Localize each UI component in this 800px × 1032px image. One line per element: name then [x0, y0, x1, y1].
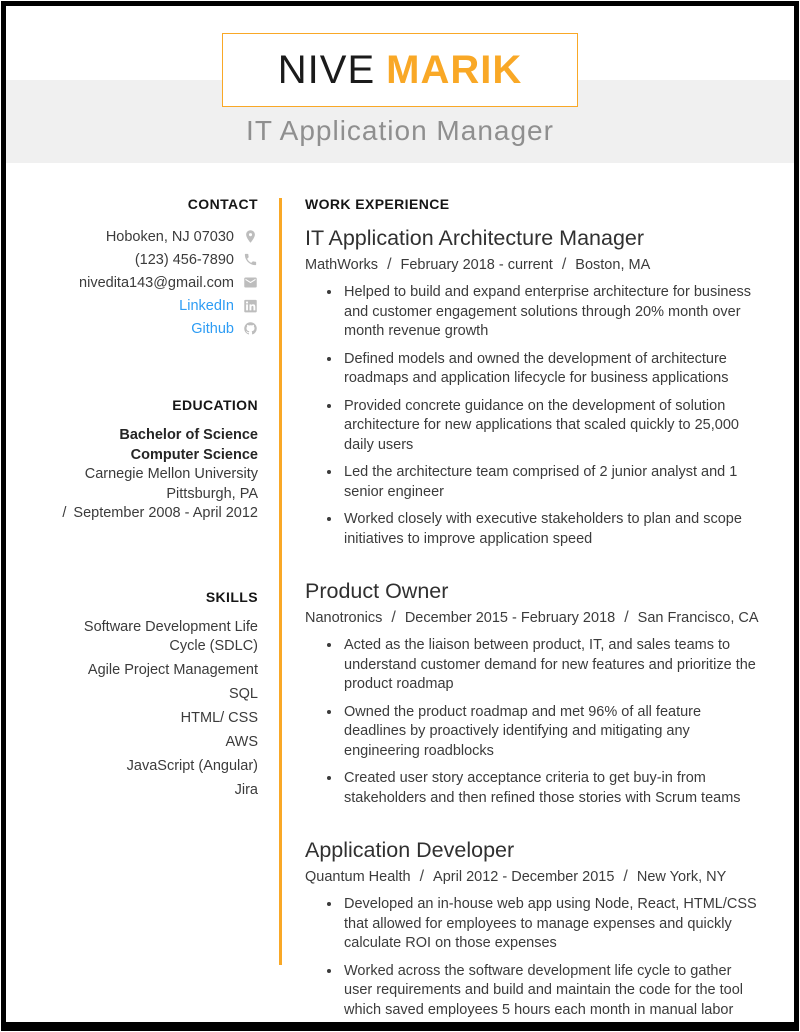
job-title: IT Application Architecture Manager: [305, 226, 645, 250]
education-dates-row: [56, 504, 258, 524]
education-block: [56, 426, 258, 524]
linkedin-icon: [242, 298, 258, 314]
meta-slash: /: [623, 868, 628, 885]
meta-slash: /: [387, 256, 392, 273]
skill-item: JavaScript (Angular): [126, 758, 258, 774]
meta-slash: /: [419, 868, 425, 885]
bullet-item: • Led the architecture team comprised of 2 junior analyst and 1 senior engineer: [342, 463, 761, 502]
job-location: Boston, MA: [575, 257, 651, 273]
job-title: Application Developer: [305, 838, 515, 862]
job-meta: [305, 256, 761, 274]
bullet-item: • Defined models and owned the development of architecture roadmaps and application lifecycle for business applications: [342, 350, 761, 389]
job-dates: February 2018 - current: [400, 257, 553, 273]
skill-item: Agile Project Management: [87, 662, 258, 678]
contact-row-location: [56, 225, 258, 248]
envelope-icon: [242, 275, 258, 291]
job-entry: [305, 578, 761, 808]
sidebar: [56, 196, 258, 805]
job-company: Quantum Health: [305, 869, 411, 885]
contact-email: nivedita143@gmail.com: [79, 274, 234, 291]
education-dates: September 2008 - April 2012: [73, 505, 258, 521]
work-experience-section: [305, 196, 761, 1032]
name-box: [222, 33, 578, 107]
education-school: Carnegie Mellon University: [84, 466, 258, 482]
skills-list: [56, 618, 258, 801]
github-link[interactable]: Github: [191, 320, 234, 337]
bullet-item: • Created user story acceptance criteria to get buy-in from stakeholders and then refined those stories with Scrum teams: [342, 769, 761, 808]
job-bullets: [305, 283, 761, 549]
contact-heading: CONTACT: [187, 196, 258, 212]
bullet-item: • Owned the product roadmap and met 96% of all feature deadlines by proactively identifying and mitigating any engineering roadblocks: [342, 703, 761, 762]
bullet-item: • Helped to build and expand enterprise architecture for business and customer engagement solutions through 20% month over month revenue growth: [342, 283, 761, 342]
contact-phone: (123) 456-7890: [134, 251, 234, 268]
github-icon: [242, 321, 258, 337]
date-slash: /: [62, 505, 67, 521]
contact-row-email: [56, 271, 258, 294]
job-entry: [305, 225, 761, 549]
job-dates: April 2012 - December 2015: [433, 869, 615, 885]
skill-item: AWS: [225, 734, 258, 750]
linkedin-link[interactable]: LinkedIn: [179, 297, 234, 314]
job-title-heading: IT Application Manager: [246, 115, 554, 146]
job-meta: [305, 609, 761, 627]
job-location: New York, NY: [636, 869, 727, 885]
job-entry: [305, 837, 761, 1020]
skill-item: Software Development Life Cycle (SDLC): [83, 618, 258, 654]
location-pin-icon: [242, 229, 258, 245]
contact-row-phone: [56, 248, 258, 271]
bullet-item: • Developed an in-house web app using Node, React, HTML/CSS that allowed for employees to manage expenses and quickly calculate ROI on those expenses: [342, 895, 761, 954]
column-divider: [279, 198, 282, 965]
contact-location: Hoboken, NJ 07030: [105, 228, 234, 245]
first-name: NIVE: [277, 47, 376, 92]
meta-slash: /: [624, 609, 629, 626]
job-company: MathWorks: [305, 257, 379, 273]
skill-item: SQL: [228, 686, 258, 702]
job-company: Nanotronics: [305, 610, 383, 626]
phone-icon: [242, 252, 258, 268]
education-heading: EDUCATION: [172, 397, 258, 413]
bullet-item: • Provided concrete guidance on the development of solution architecture for new applications that scaled quickly to 25,000 daily users: [342, 397, 761, 456]
job-location: San Francisco, CA: [637, 610, 759, 626]
meta-slash: /: [391, 609, 396, 626]
skill-item: HTML/ CSS: [180, 710, 258, 726]
last-name: MARIK: [386, 47, 523, 92]
education-degree: Bachelor of Science: [119, 427, 258, 443]
bullet-item: • Acted as the liaison between product, IT, and sales teams to understand customer demand for new features and prioritize the product roadmap: [342, 636, 761, 695]
bullet-item: • Worked across the software development life cycle to gather user requirements and build and maintain the code for the tool which saved employees 5 hours each month in manual labor: [342, 962, 761, 1021]
job-title: Product Owner: [305, 579, 449, 603]
job-bullets: [305, 895, 761, 1020]
contact-row-linkedin[interactable]: [56, 294, 258, 317]
education-major: Computer Science: [130, 446, 258, 463]
skills-heading: SKILLS: [205, 588, 258, 605]
skill-item: Jira: [234, 782, 258, 798]
job-bullets: [305, 636, 761, 808]
work-experience-heading: WORK EXPERIENCE: [305, 196, 450, 212]
job-meta: [305, 868, 761, 886]
meta-slash: /: [561, 256, 567, 273]
contact-row-github[interactable]: [56, 317, 258, 340]
bullet-item: • Worked closely with executive stakeholders to plan and scope initiatives to improve application speed: [342, 510, 761, 549]
education-location: Pittsburgh, PA: [166, 485, 258, 502]
job-dates: December 2015 - February 2018: [404, 610, 616, 626]
